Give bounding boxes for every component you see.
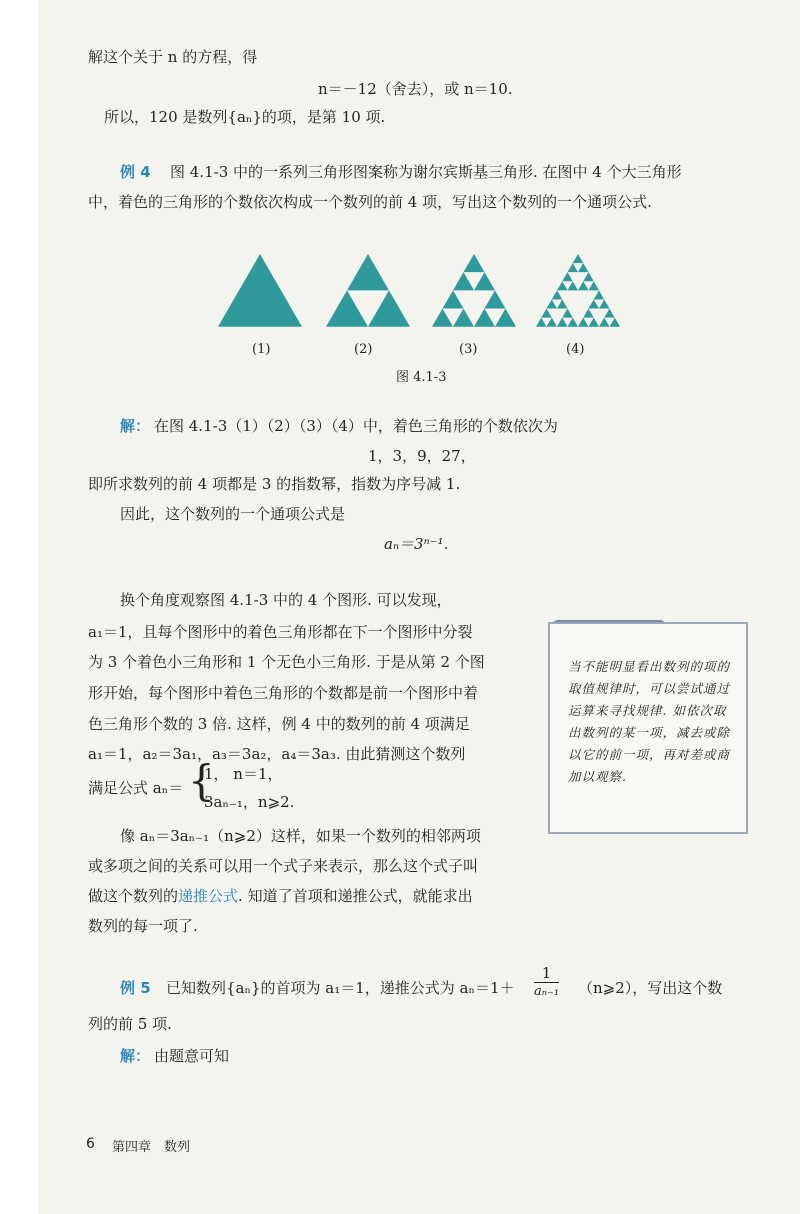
note-text: 当不能明显看出数列的项的取值规律时，可以尝试通过运算来寻找规律. 如依次取出数列的某一项，减去或除以它的前一项，再对差或商加以观察. bbox=[568, 659, 731, 784]
shaded-triangle bbox=[568, 318, 579, 327]
example-label: 例 5 bbox=[120, 979, 151, 997]
shaded-triangle bbox=[578, 318, 589, 327]
sierpinski-figure bbox=[218, 248, 628, 338]
shaded-triangle bbox=[541, 309, 552, 318]
shaded-triangle bbox=[536, 318, 547, 327]
text-line: 列的前 5 项. bbox=[88, 1015, 172, 1033]
formula: aₙ＝3ⁿ⁻¹. bbox=[384, 535, 449, 553]
equation-line: n＝－12（舍去），或 n＝10. bbox=[318, 80, 513, 98]
text-line: 图 4.1-3 中的一系列三角形图案称为谢尔宾斯基三角形. 在图中 4 个大三角形 bbox=[170, 163, 682, 181]
text-line: 满足公式 aₙ＝ bbox=[88, 779, 184, 797]
shaded-triangle bbox=[562, 272, 573, 281]
text-line: 换个角度观察图 4.1-3 中的 4 个图形. 可以发现， bbox=[120, 591, 452, 609]
text-line: 已知数列{aₙ}的首项为 a₁＝1，递推公式为 aₙ＝1＋ bbox=[166, 979, 515, 997]
shaded-triangle bbox=[583, 272, 594, 281]
shaded-triangle bbox=[589, 299, 600, 308]
fraction bbox=[534, 964, 559, 1001]
figure-label: (1) bbox=[252, 342, 271, 357]
shaded-triangle bbox=[347, 254, 389, 290]
solution-label: 解： bbox=[120, 417, 151, 435]
shaded-triangle bbox=[568, 281, 579, 290]
text-span: . 知道了首项和递推公式，就能求出 bbox=[238, 887, 473, 905]
text-line: 由题意可知 bbox=[154, 1047, 230, 1065]
shaded-triangle bbox=[557, 318, 568, 327]
shaded-triangle bbox=[474, 272, 495, 290]
text-line: 所以，120 是数列{aₙ}的项，是第 10 项. bbox=[104, 108, 386, 126]
shaded-triangle bbox=[453, 272, 474, 290]
shaded-triangle bbox=[578, 281, 589, 290]
shaded-triangle bbox=[589, 281, 600, 290]
text-line: 数列的每一项了. bbox=[88, 917, 198, 935]
shaded-triangle bbox=[589, 318, 600, 327]
shaded-triangle bbox=[599, 299, 610, 308]
side-note bbox=[548, 622, 748, 834]
shaded-triangle bbox=[368, 290, 410, 326]
text-line: 形开始，每个图形中着色三角形的个数都是前一个图形中着 bbox=[88, 684, 479, 702]
shaded-triangle bbox=[547, 318, 558, 327]
shaded-triangle bbox=[573, 254, 584, 263]
shaded-triangle bbox=[578, 263, 589, 272]
example-label: 例 4 bbox=[120, 163, 151, 181]
figure-caption: 图 4.1-3 bbox=[396, 370, 447, 385]
shaded-triangle bbox=[610, 318, 621, 327]
shaded-triangle bbox=[547, 299, 558, 308]
text-line: 像 aₙ＝3aₙ₋₁（n⩾2）这样，如果一个数列的相邻两项 bbox=[120, 827, 481, 845]
text-line: 色三角形个数的 3 倍. 这样，例 4 中的数列的前 4 项满足 bbox=[88, 715, 470, 733]
text-line: 即所求数列的前 4 项都是 3 的指数幂，指数为序号减 1. bbox=[88, 475, 461, 493]
shaded-triangle bbox=[474, 309, 495, 327]
text-line: （n⩾2），写出这个数 bbox=[578, 979, 723, 997]
solution-label: 解： bbox=[120, 1047, 151, 1065]
text-line: 中，着色的三角形的个数依次构成一个数列的前 4 项，写出这个数列的一个通项公式. bbox=[88, 193, 652, 211]
shaded-triangle bbox=[594, 290, 605, 299]
shaded-triangle bbox=[562, 309, 573, 318]
page-number: 6 bbox=[86, 1136, 95, 1152]
shaded-triangle bbox=[604, 309, 615, 318]
brace: { bbox=[188, 756, 215, 805]
shaded-triangle bbox=[599, 318, 610, 327]
shaded-triangle bbox=[326, 290, 368, 326]
shaded-triangle bbox=[557, 281, 568, 290]
text-line: 因此，这个数列的一个通项公式是 bbox=[120, 505, 346, 523]
figure-label: (4) bbox=[566, 342, 585, 357]
text-line bbox=[88, 886, 473, 906]
text-span: 做这个数列的 bbox=[88, 887, 179, 905]
case-line: 1， n＝1， bbox=[204, 765, 283, 783]
text-line: 解这个关于 n 的方程，得 bbox=[88, 48, 258, 66]
fraction-numerator: 1 bbox=[534, 964, 559, 983]
shaded-triangle bbox=[552, 290, 563, 299]
text-line: a₁＝1，a₂＝3a₁，a₃＝3a₂，a₄＝3a₃. 由此猜测这个数列 bbox=[88, 745, 466, 763]
shaded-triangle bbox=[453, 309, 474, 327]
shaded-triangle bbox=[432, 309, 453, 327]
fraction bbox=[534, 964, 559, 1001]
shaded-triangle bbox=[557, 299, 568, 308]
shaded-triangle bbox=[218, 254, 302, 327]
shaded-triangle bbox=[464, 254, 485, 272]
fraction-denominator: aₙ₋₁ bbox=[534, 984, 560, 999]
text-line: a₁＝1，且每个图形中的着色三角形都在下一个图形中分裂 bbox=[88, 623, 473, 641]
case-line: 3aₙ₋₁，n⩾2. bbox=[204, 793, 295, 811]
shaded-triangle bbox=[583, 309, 594, 318]
figure-label: (2) bbox=[354, 342, 373, 357]
figure-label: (3) bbox=[459, 342, 478, 357]
text-line: 为 3 个着色小三角形和 1 个无色小三角形. 于是从第 2 个图 bbox=[88, 653, 485, 671]
shaded-triangle bbox=[485, 290, 506, 308]
shaded-triangle bbox=[568, 263, 579, 272]
equation-line: 1，3，9，27， bbox=[368, 447, 476, 465]
text-line: 或多项之间的关系可以用一个式子来表示，那么这个式子叫 bbox=[88, 857, 479, 875]
shaded-triangle bbox=[495, 309, 516, 327]
chapter-title: 第四章 数列 bbox=[112, 1140, 191, 1155]
keyword-term: 递推公式 bbox=[178, 887, 239, 905]
shaded-triangle bbox=[443, 290, 464, 308]
text-line: 在图 4.1-3（1）（2）（3）（4）中，着色三角形的个数依次为 bbox=[154, 417, 558, 435]
